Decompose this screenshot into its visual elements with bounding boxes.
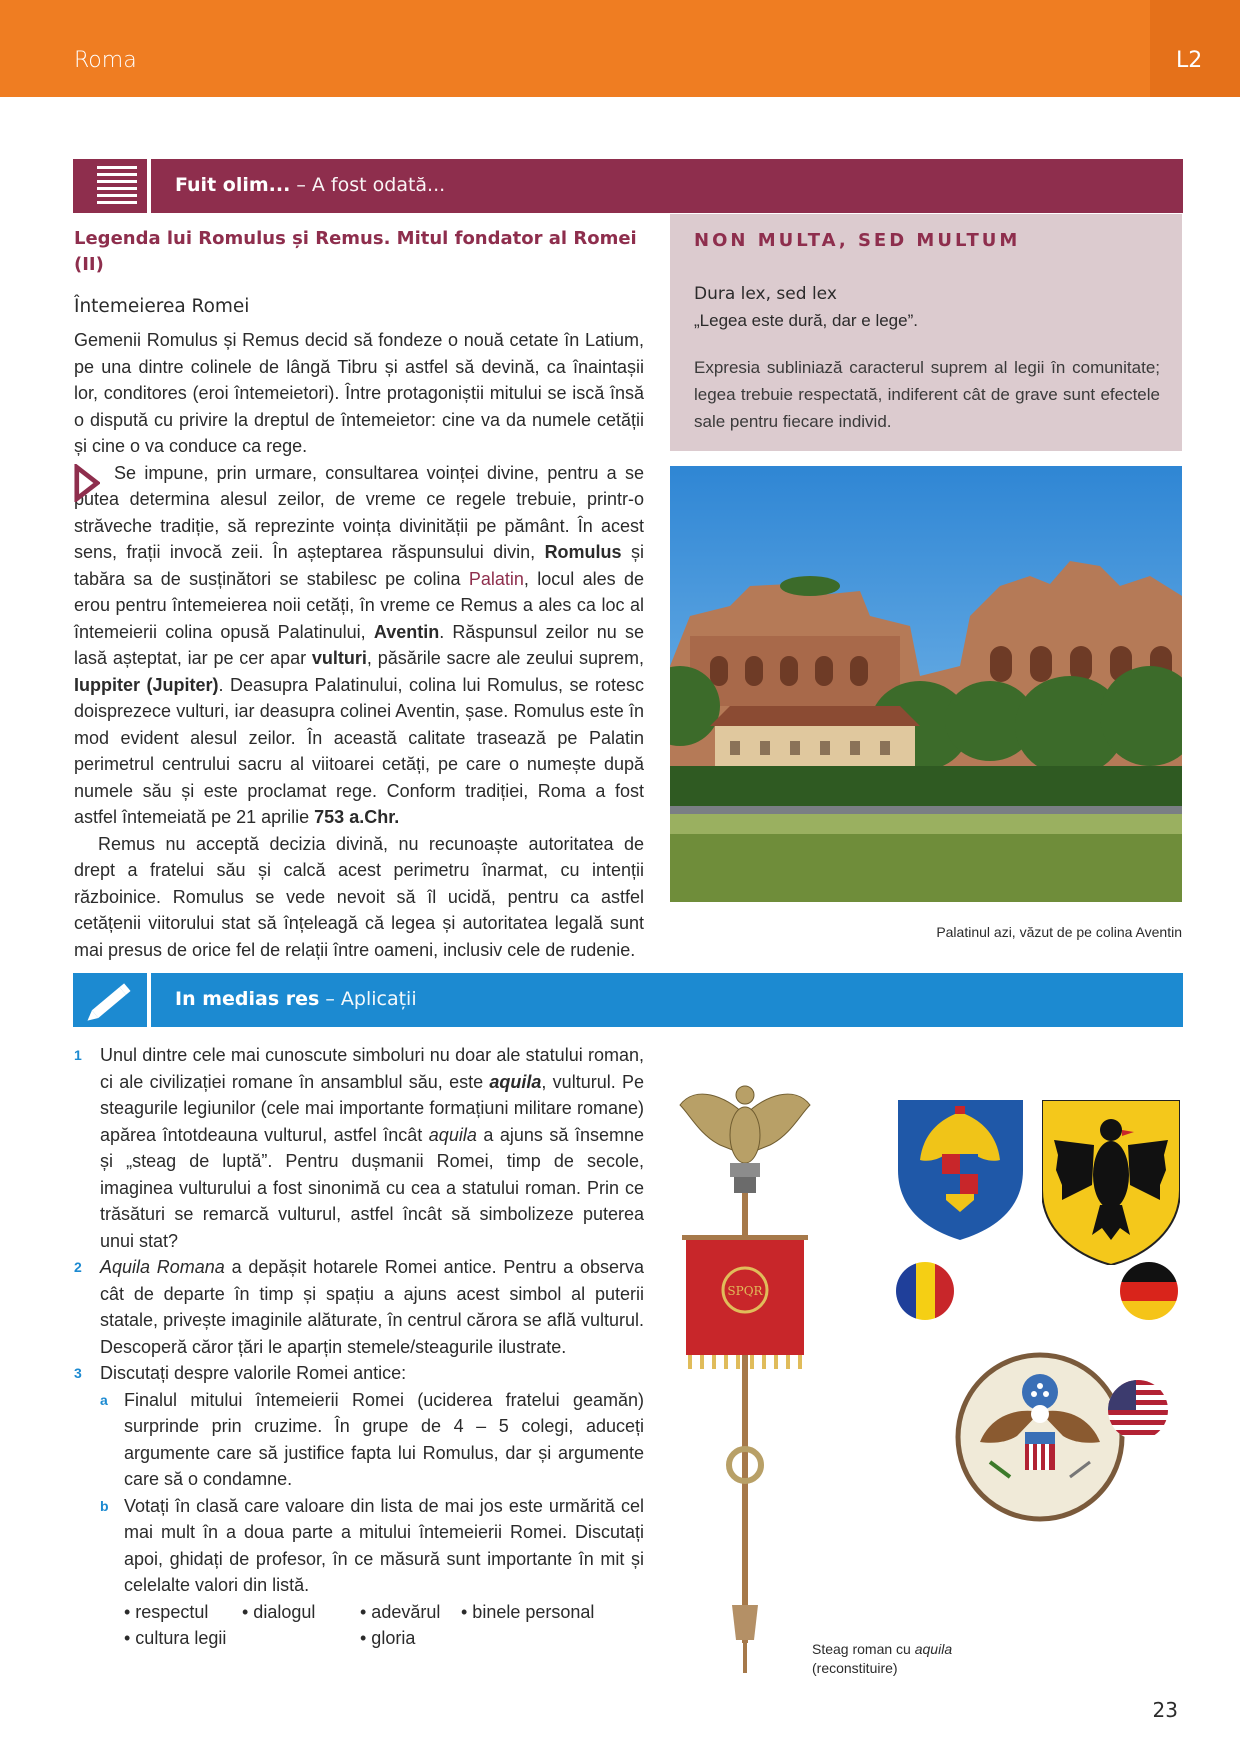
value-item: • adevărul: [360, 1601, 441, 1622]
section-title-rest: – A fost odată...: [290, 174, 446, 196]
sidebox-non-multa: [670, 214, 1182, 451]
usa-flag-icon: [1108, 1380, 1168, 1440]
value-item: • dialogul: [242, 1601, 316, 1622]
value-item: • cultura legii: [124, 1627, 227, 1648]
legend-title: Legenda lui Romulus și Remus. Mitul fondator al Romei (II): [74, 228, 637, 275]
sidebox-heading: NON MULTA, SED MULTUM: [694, 230, 1021, 251]
legend-paragraph-3: Remus nu acceptă decizia divină, nu recunoaște autoritatea de drept a fratelui său și calcă acest perimetru înarmat, cu intenții războinice. Romulus se vede nevoit să îl ucidă, pentru ca astfel cetățenii viitorului stat să înțeleagă că legea și autoritatea legală sunt mai presus de orice fel de relații între oameni, inclusiv cele de rudenie.: [74, 833, 644, 960]
page-number: 23: [1152, 1698, 1178, 1722]
romania-flag-icon: [896, 1262, 954, 1320]
romania-coat-of-arms: [898, 1100, 1023, 1240]
standard-caption: Steag roman cu aquila (reconstituire): [812, 1641, 953, 1676]
exercise-3a: a Finalul mitului întemeierii Romei (uciderea fratelui geamăn) surprinde prin cruzime. În grupe de 4 – 5 colegi, aduceți argumente care să justifice fapta lui Romulus, dar și argumente care să o condamne.: [100, 1389, 644, 1489]
germany-coat-of-arms: [1042, 1100, 1180, 1265]
section-title-bold: Fuit olim...: [175, 174, 291, 196]
legend-paragraph-1: Gemenii Romulus și Remus decid să fondeze o nouă cetate în Latium, pe una dintre colinele de lângă Tibru și astfel să devină, ca înaintașii lor, conditores (eroi întemeietori). Între protagoniștii mitului se iscă însă o dispută cu privire la dreptul de întemeietor: cine va da numele cetății și cine o va conduce ca rege.: [74, 330, 644, 456]
values-list: [74, 1599, 644, 1651]
section-banner-fuit-olim: [73, 159, 1183, 213]
exercise-3: 3 Discutați despre valorile Romei antice:: [74, 1363, 407, 1383]
chapter-title: Roma: [74, 48, 137, 73]
sidebox-explanation: Expresia subliniază caracterul suprem al legii în comunitate; legea trebuie respectată, indiferent cât de grave sunt efectele sale pentru fiecare individ.: [694, 358, 1160, 431]
exercise-2: 2 Aquila Romana a depășit hotarele Romei antice. Pentru a observa cât de departe în timp și spațiu a ajuns acest simbol al puterii statale, privește imaginile alăturate, în centrul cărora se află vulturul. Descoperă căror țări le aparțin stemele/steagurile ilustrate.: [74, 1257, 644, 1357]
legend-paragraph-2: Se impune, prin urmare, consultarea voinței divine, pentru a se putea determina alesul zeilor, de vreme ce regele trebuie, printr-o străveche tradiție, să reprezinte voința divinității pe pământ. În acest sens, frații invocă zeii. În așteptarea răspunsului divin, Romulus și tabăra sa de susținători se stabilesc pe colina Palatin, locul ales de erou pentru întemeierea noii cetăți, în vreme ce Remus a ales ca loc al întemeierii colina opusă Palatinului, Aventin. Răspunsul zeilor nu se lasă așteptat, iar pe cer apar vulturi, păsările sacre ale zeului suprem, Iuppiter (Jupiter). Deasupra Palatinului, colina lui Romulus, se rotesc doisprezece vulturi, iar deasupra colinei Aventin, șase. Romulus este în mod evident alesul zeilor. În această calitate trasează pe Palatin perimetrul centrului sacru al viitoarei cetăți, pe care o numește după numele său și este proclamat rege. Conform tradiției, Roma a fost astfel întemeiată pe 21 aprilie 753 a.Chr.: [74, 462, 644, 827]
section-title-rest: – Aplicații: [319, 988, 417, 1010]
list-icon: [73, 159, 151, 213]
germany-flag-icon: [1120, 1262, 1178, 1320]
sidebox-translation: „Legea este dură, dar e lege”.: [694, 311, 918, 330]
play-marker-icon: [74, 464, 100, 502]
exercise-list: [74, 1042, 644, 1651]
exercise-3b: b Votați în clasă care valoare din lista de mai jos este urmărită cel mai mult în a doua parte a mitului întemeierii Romei. Discutați apoi, ghidați de profesor, în ce măsură sunt importante în mit și celelalte valori din listă.: [100, 1495, 644, 1595]
legend-article: [74, 226, 644, 963]
value-item: • binele personal: [461, 1601, 595, 1622]
pencil-icon: [73, 973, 151, 1027]
lesson-label: L2: [1176, 48, 1203, 73]
section-banner-in-medias-res: [73, 973, 1183, 1027]
sidebox-latin: Dura lex, sed lex: [694, 284, 837, 304]
value-item: • respectul: [124, 1601, 209, 1622]
roman-standard-illustration: [670, 1075, 820, 1675]
palatine-photo: [670, 466, 1182, 902]
value-item: • gloria: [360, 1627, 416, 1648]
section-title-bold: In medias res: [175, 988, 320, 1010]
exercise-1: 1 Unul dintre cele mai cunoscute simboluri nu doar ale statului roman, ci ale civilizației romane în ansamblul său, este aquila, vulturul. Pe steagurile legiunilor (cele mai importante formațiuni militare romane) apărea întotdeauna vulturul, astfel încât aquila a ajuns să însemne și „steag de luptă”. Pentru dușmanii Romei, timp de secole, imaginea vulturului a fost sinonimă cu cea a statului roman. Prin ce trăsături se remarcă vulturul, astfel încât să simbolizeze puterea unui stat?: [74, 1045, 645, 1251]
usa-great-seal: [955, 1352, 1125, 1522]
photo-caption: Palatinul azi, văzut de pe colina Aventin: [936, 924, 1182, 940]
lesson-tab: [1150, 0, 1240, 97]
spqr-text: SPQR: [727, 1284, 763, 1298]
page-header: [0, 0, 1240, 97]
legend-subheading: Întemeierea Romei: [74, 296, 250, 317]
